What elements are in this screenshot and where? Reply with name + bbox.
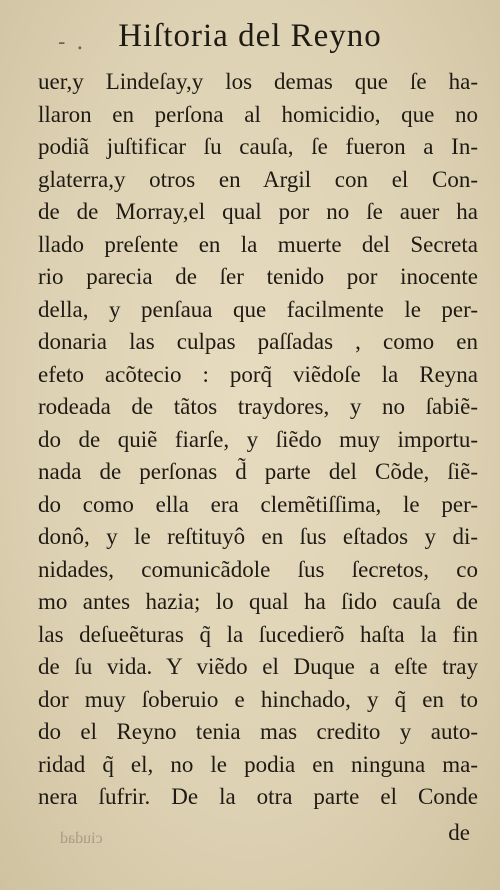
text-line: donaria las culpas paſſadas , como en bbox=[38, 329, 478, 354]
text-line: do de quiẽ fiarſe, y ſiẽdo muy importu- bbox=[38, 426, 478, 452]
text-line: llaron en perſona al homicidio, que no bbox=[38, 101, 478, 127]
body-text bbox=[38, 66, 478, 814]
text-line: nidades, comunicãdole ſus ſecretos, co bbox=[38, 556, 478, 582]
text-line: dor muy ſoberuio e hinchado, y q̃ en to bbox=[38, 686, 478, 712]
text-line: della, y penſaua que facilmente le per- bbox=[38, 296, 478, 322]
text-line: de de Morray,el qual por no ſe auer ha bbox=[38, 199, 478, 224]
text-line: uer,y Lindeſay,y los demas que ſe ha- bbox=[38, 69, 478, 94]
text-line: nera ſufrir. De la otra parte el Conde bbox=[38, 784, 478, 809]
page-footer bbox=[38, 818, 478, 858]
bleed-through-text: ciudad bbox=[60, 830, 103, 847]
text-line: efeto acõtecio : porq̃ viẽdoſe la Reyna bbox=[38, 361, 478, 387]
text-line: glaterra,y otros en Argil con el Con- bbox=[38, 166, 478, 192]
text-line: ridad q̃ el, no le podia en ninguna ma- bbox=[38, 751, 478, 777]
text-line: donô, y le reſtituyô en ſus eſtados y di- bbox=[38, 524, 478, 549]
text-line: rio parecia de ſer tenido por inocente bbox=[38, 264, 478, 289]
running-head: Hiſtoria del Reyno bbox=[118, 18, 382, 54]
catchword: de bbox=[448, 820, 470, 845]
text-line: las deſueẽturas q̃ la ſucedierõ haſta la fin bbox=[38, 621, 478, 647]
text-line: nada de perſonas d̃ parte del Cõde, ſiẽ- bbox=[38, 459, 478, 484]
margin-mark: - . bbox=[58, 30, 86, 55]
text-line: do como ella era clemẽtiſſima, le per- bbox=[38, 491, 478, 517]
text-line: podiã juſtificar ſu cauſa, ſe fueron a In- bbox=[38, 134, 478, 159]
text-line: rodeada de tãtos traydores, y no ſabiẽ- bbox=[38, 394, 478, 419]
text-line: llado preſente en la muerte del Secreta bbox=[38, 231, 478, 257]
text-line: mo antes hazia; lo qual ha ſido cauſa de bbox=[38, 589, 478, 614]
text-line: do el Reyno tenia mas credito y auto- bbox=[38, 719, 478, 744]
text-line: de ſu vida. Y viẽdo el Duque a eſte tray bbox=[38, 654, 478, 679]
